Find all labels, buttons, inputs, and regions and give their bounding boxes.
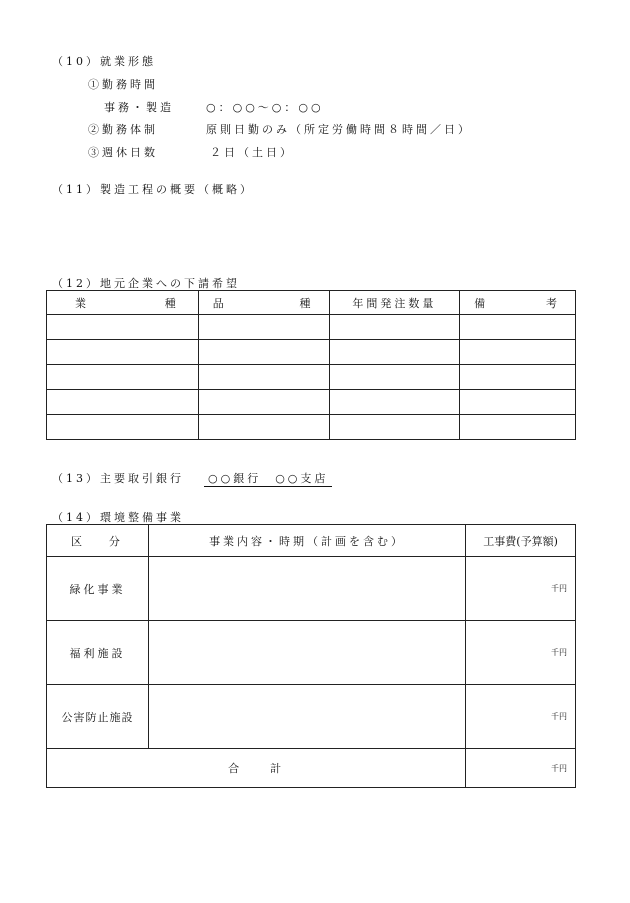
header-annual-volume: 年間発注数量 [329,291,460,315]
header-notes: 備 考 [460,291,576,315]
cell-item[interactable] [198,390,329,415]
cell-volume[interactable] [329,390,460,415]
main-bank-value: ○○銀行 ○○支店 [204,472,332,487]
cell-volume[interactable] [329,365,460,390]
header-category: 区 分 [47,525,149,557]
header-item: 品 種 [198,291,329,315]
cell-cost-total[interactable]: 千円 [466,749,576,788]
work-system-value: 原則日勤のみ（所定労働時間８時間／日） [206,123,472,136]
office-manufacturing-label: 事務・製造 [104,101,174,114]
section-10-title: （10）就業形態 [52,55,156,68]
header-content: 事業内容・時期（計画を含む） [148,525,465,557]
table-row [47,415,576,440]
section-12-title: （12）地元企業への下請希望 [52,277,240,290]
row-label-welfare: 福利施設 [47,621,149,685]
total-row [47,749,576,788]
work-hours-label: ①勤務時間 [88,78,158,91]
cell-item[interactable] [198,365,329,390]
environment-table [46,524,576,788]
cell-notes[interactable] [460,315,576,340]
cell-industry[interactable] [47,315,199,340]
office-manufacturing-value: ○：○○～○：○○ [206,101,324,114]
cell-cost-welfare[interactable]: 千円 [466,621,576,685]
cell-item[interactable] [198,415,329,440]
cell-content[interactable] [148,557,465,621]
cell-volume[interactable] [329,315,460,340]
cell-content[interactable] [148,621,465,685]
section-11-title: （11）製造工程の概要（概略） [52,183,254,196]
work-system-label: ②勤務体制 [88,123,158,136]
cell-industry[interactable] [47,415,199,440]
table-row [47,365,576,390]
cell-notes[interactable] [460,415,576,440]
cell-notes[interactable] [460,390,576,415]
total-label: 合 計 [47,749,466,788]
cell-cost-pollution[interactable]: 千円 [466,685,576,749]
table-row [47,621,576,685]
table-row [47,685,576,749]
section-13-title: （13）主要取引銀行 [52,472,184,485]
cell-volume[interactable] [329,340,460,365]
cell-item[interactable] [198,340,329,365]
table-row [47,557,576,621]
cell-content[interactable] [148,685,465,749]
header-industry: 業 種 [47,291,199,315]
cell-cost-greening[interactable]: 千円 [466,557,576,621]
cell-industry[interactable] [47,340,199,365]
cell-volume[interactable] [329,415,460,440]
header-cost: 工事費(予算額) [466,525,576,557]
cell-industry[interactable] [47,390,199,415]
subcontract-table [46,290,576,440]
cell-notes[interactable] [460,340,576,365]
cell-industry[interactable] [47,365,199,390]
main-bank-field [204,470,332,486]
table-row [47,390,576,415]
subcontract-header-row [47,291,576,315]
cell-notes[interactable] [460,365,576,390]
cell-item[interactable] [198,315,329,340]
row-label-greening: 緑化事業 [47,557,149,621]
row-label-pollution: 公害防止施設 [47,685,149,749]
table-row [47,340,576,365]
weekly-holidays-value: ２日（土日） [210,146,294,159]
section-14-title: （14）環境整備事業 [52,511,184,524]
table-row [47,315,576,340]
weekly-holidays-label: ③週休日数 [88,146,158,159]
environment-header-row [47,525,576,557]
